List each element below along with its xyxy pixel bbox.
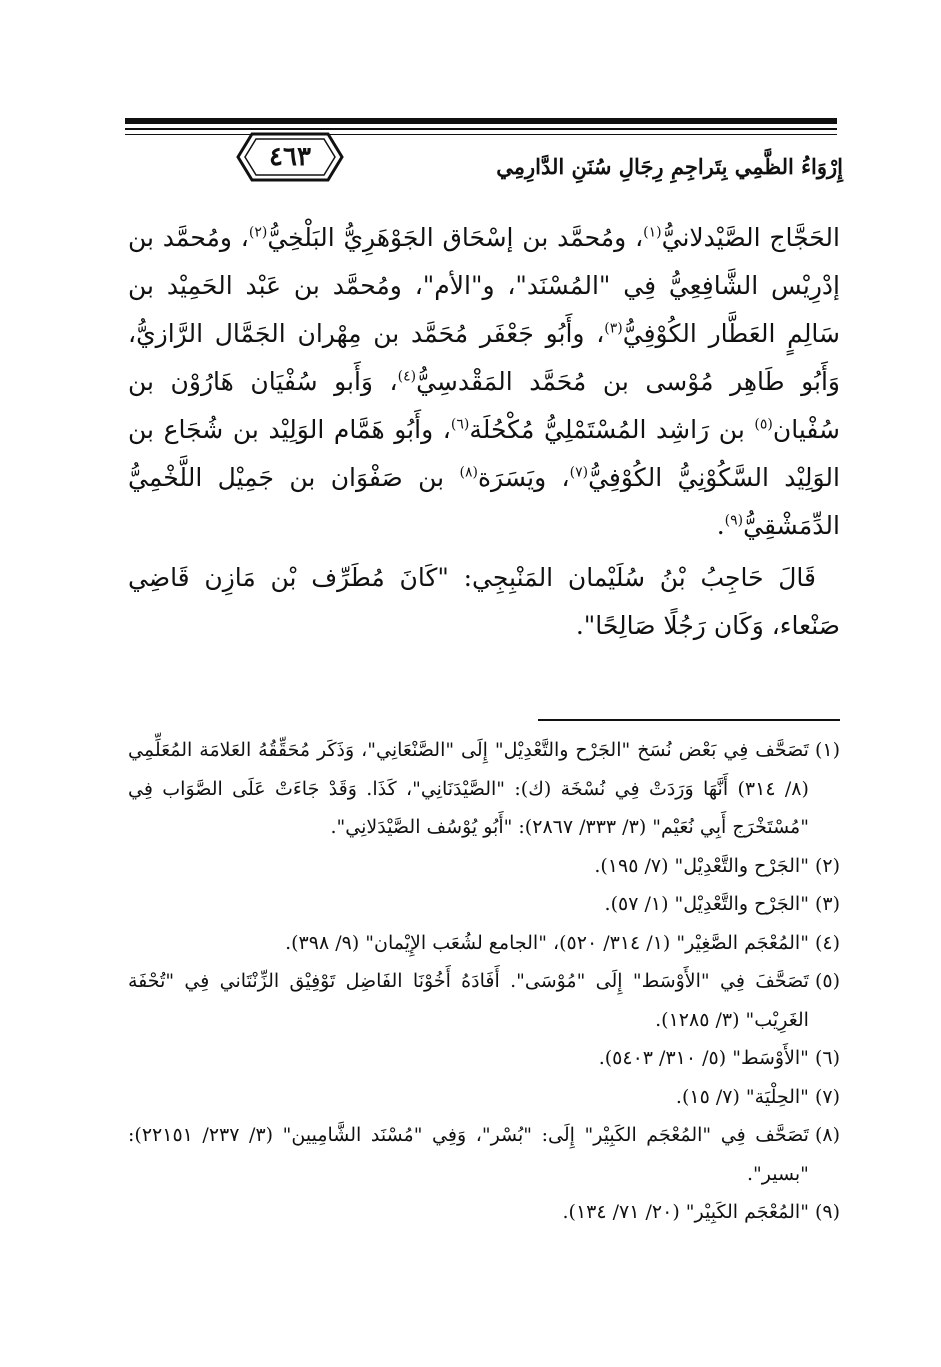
- body-paragraph: [128, 214, 840, 550]
- page-number-ornament: [234, 130, 346, 184]
- main-text: [128, 214, 840, 650]
- footnote-item: [128, 885, 840, 924]
- footnote-text: "الأَوْسَط" (٥/ ٣١٠/ ٥٤٠٣).: [598, 1047, 809, 1069]
- body-text-segment: ، وأَبُو هَمَّام الوَلِيْد بن شُجَاع بن الوَلِيْد السَّكُوْنِيُّ الكُوْفِيُّ: [128, 415, 840, 492]
- header-rule-medium: [125, 128, 837, 130]
- footnote-ref: (٦): [450, 416, 470, 433]
- page-number: ٤٦٣: [269, 142, 311, 172]
- body-text-segment: ، وأَبُو جَعْفَر مُحَمَّد بن مِهْران الجَمَّال الرَّازيُّ، وَأَبُو طَاهِر مُوْسى بن مُحَمَّد المَقْدسِيُّ: [128, 319, 841, 396]
- footnote-text: "المُعْجَم الصَّغِيْر" (١/ ٣١٤/ ٥٢٠)، "الجامع لشُعَب الإِيْمان" (٩/ ٣٩٨).: [285, 931, 809, 954]
- footnote-text: "المُعْجَم الكَبِيْر" (٢٠/ ٧١/ ١٣٤).: [562, 1201, 809, 1223]
- running-title: إِرْوَاءُ الظَّمِي بِتَراجِمِ رِجَالِ سُنَنِ الدَّارِمِي: [496, 154, 843, 179]
- footnote-item: [128, 1078, 840, 1117]
- body-text-segment: بن صَفْوَان بن جَمِيْل اللَّخْمِيُّ الدِّمَشْقِيُّ: [128, 463, 840, 540]
- footnote-text: تَصَحَّف فِي بَعْض نُسَخ "الجَرْح والتَّعْدِيْل" إِلَى "الصَّنْعَانِي"، وَذَكَر مُحَقِّقُهُ العَلامَة المُعَلِّمِي (٨/ ٣١٤) أَنَّهَا وَرَدَتْ فِي نُسْخَة (ك): "الصَّيْدَنَانِي"، كَذَا. وَقَدْ جَاءَتْ عَلَى الصَّوَاب فِي "مُسْتَخْرَج أَبِي نُعَيْم" (٣/ ٣٣٣/ ٢٨٦٧): "أَبُو يُوْسُف الصَّيْدَلانِي".: [128, 739, 809, 838]
- body-text-segment: ، وَأَبو سُفْيَان هَارُوْن بن سُفْيان: [128, 367, 841, 444]
- footnote-number: (٥): [814, 970, 840, 992]
- header-rules: [125, 118, 837, 140]
- footnote-ref: (٩): [724, 512, 744, 529]
- footnote-ref: (٧): [569, 464, 589, 481]
- body-text-segment: بن رَاشِد المُسْتَمْلِيُّ مُكْحُلَة: [469, 415, 755, 444]
- footnote-text: "الحِلْيَة" (٧/ ١٥).: [675, 1085, 809, 1108]
- header-rule-thick: [125, 118, 837, 124]
- footnote-number: (٧): [814, 1085, 840, 1108]
- footnote-number: (٦): [814, 1047, 840, 1069]
- footnote-item: [128, 962, 840, 1039]
- footnote-ref: (٥): [754, 416, 773, 433]
- footnote-number: (٣): [814, 893, 840, 915]
- header-rule-thin: [125, 134, 837, 135]
- footnote-number: (٤): [814, 931, 840, 954]
- footnote-number: (٨): [814, 1124, 840, 1146]
- footnote-separator: [538, 719, 840, 721]
- footnotes: [128, 731, 840, 1232]
- footnote-ref: (٢): [248, 224, 268, 241]
- footnote-item: [128, 731, 840, 847]
- body-text-segment: ، ويَسَرَة: [477, 463, 570, 492]
- footnote-text: تَصَحَّف فِي "المُعْجَم الكَبِيْر" إِلَى: "بُسْر"، وَفِي "مُسْنَد الشَّامِيين" (٣/ ٢٣٧/ ٢٢١٥١): "بسير".: [128, 1124, 809, 1185]
- footnote-number: (٢): [814, 854, 840, 877]
- footnote-number: (١): [814, 739, 840, 761]
- footnote-text: "الجَرْح والتَّعْدِيْل" (٧/ ١٩٥).: [594, 854, 809, 877]
- footnote-text: "الجَرْح والتَّعْدِيْل" (١/ ٥٧).: [604, 893, 809, 915]
- footnote-item: [128, 1039, 840, 1078]
- footnote-ref: (١): [643, 224, 662, 241]
- body-text-segment: ، ومُحمَّد بن إسْحَاق الجَوْهَرِيُّ البَلْخِيُّ: [267, 223, 644, 252]
- body-text-segment: .: [716, 511, 725, 540]
- body-quote: قَالَ حَاجِبُ بْنُ سُلَيْمان المَنْبِجِي: "كَانَ مُطَرِّف بْن مَازِن قَاضِي صَنْعاء، وَكَان رَجُلًا صَالِحًا".: [128, 563, 840, 640]
- body-text-segment: ، ومُحمَّد بن إدْرِيْس الشَّافِعِيُّ فِي "المُسْنَد"، و"الأم"، ومُحمَّد بن عَبْد الحَمِيْد بن سَالِمٍ العَطَّار الكُوْفِيُّ: [128, 223, 840, 348]
- footnote-item: [128, 1193, 840, 1232]
- footnote-ref: (٨): [459, 464, 478, 481]
- footnote-ref: (٣): [604, 320, 623, 337]
- footnote-number: (٩): [814, 1201, 840, 1223]
- footnote-text: تَصَحَّفَ فِي "الأَوْسَط" إِلَى "مُوْسَى". أَفَادَهُ أَخُوْنَا الفَاضِل تَوْفِيْق الزِّنْتَاني فِي "تُحْفَة الغَرِيْب" (٣/ ١٢٨٥).: [128, 970, 809, 1031]
- footnote-item: [128, 1116, 840, 1193]
- body-text-segment: الحَجَّاج الصَّيْدلانيُّ: [661, 223, 840, 252]
- footnote-item: [128, 924, 840, 963]
- footnote-ref: (٤): [397, 368, 417, 385]
- footnote-item: [128, 847, 840, 886]
